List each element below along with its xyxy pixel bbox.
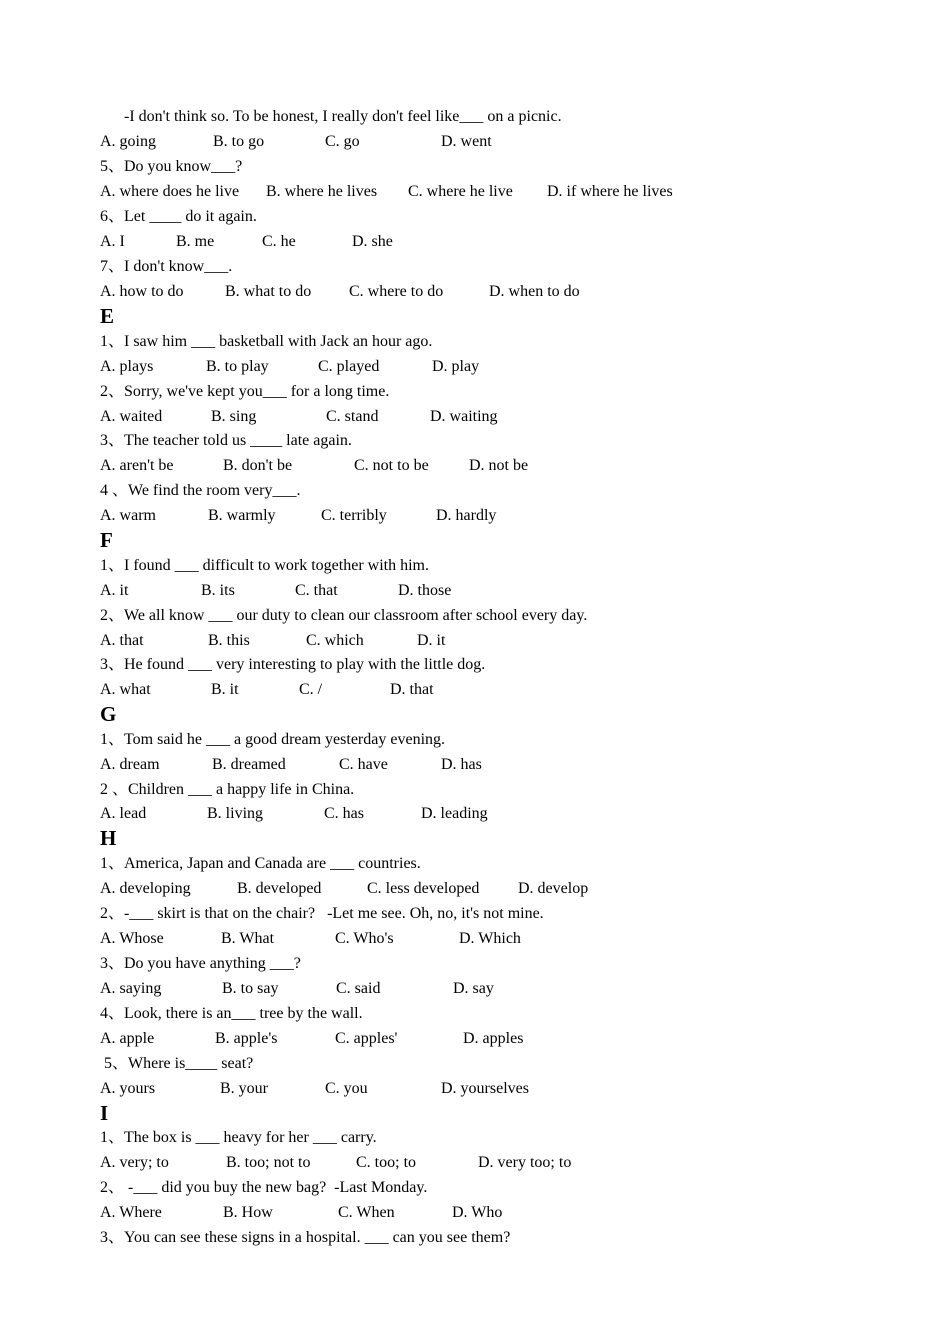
answer-option-a: A. how to do bbox=[100, 283, 184, 300]
answer-option-c: C. not to be bbox=[354, 457, 429, 474]
answer-option-c: C. played bbox=[318, 358, 380, 375]
answer-option-c: C. When bbox=[338, 1204, 395, 1221]
answer-option-d: D. went bbox=[441, 133, 492, 150]
answer-option-b: B. don't be bbox=[223, 457, 293, 474]
answer-option-c: C. he bbox=[262, 233, 296, 250]
question-text: 6、Let ____ do it again. bbox=[100, 208, 257, 225]
answer-option-b: B. apple's bbox=[215, 1030, 278, 1047]
section-heading-f: F bbox=[100, 528, 113, 552]
answer-option-d: D. waiting bbox=[430, 408, 498, 425]
answer-options-row bbox=[0, 453, 950, 478]
answer-options-row bbox=[0, 1076, 950, 1101]
question-text: 2、We all know ___ our duty to clean our classroom after school every day. bbox=[100, 607, 588, 624]
question-text: 1、The box is ___ heavy for her ___ carry. bbox=[100, 1129, 377, 1146]
answer-option-b: B. this bbox=[208, 632, 250, 649]
answer-option-d: D. has bbox=[441, 756, 482, 773]
answer-option-c: C. Who's bbox=[335, 930, 394, 947]
answer-options-row bbox=[0, 404, 950, 429]
question-text: 1、I found ___ difficult to work together with him. bbox=[100, 557, 429, 574]
answer-option-a: A. waited bbox=[100, 408, 163, 425]
section-heading-i: I bbox=[100, 1101, 109, 1125]
answer-option-b: B. sing bbox=[211, 408, 257, 425]
answer-option-a: A. apple bbox=[100, 1030, 155, 1047]
question-text: 1、Tom said he ___ a good dream yesterday evening. bbox=[100, 731, 446, 748]
answer-option-d: D. play bbox=[432, 358, 480, 375]
answer-options-row bbox=[0, 578, 950, 603]
answer-option-d: D. Who bbox=[452, 1204, 503, 1221]
answer-option-b: B. What bbox=[221, 930, 275, 947]
answer-option-a: A. aren't be bbox=[100, 457, 174, 474]
answer-option-a: A. where does he live bbox=[100, 183, 240, 200]
answer-option-a: A. lead bbox=[100, 805, 147, 822]
question-text: 5、Do you know___? bbox=[100, 158, 243, 175]
answer-options-row bbox=[0, 279, 950, 304]
answer-option-a: A. warm bbox=[100, 507, 156, 524]
question-text: 3、The teacher told us ____ late again. bbox=[100, 432, 352, 449]
answer-options-row bbox=[0, 677, 950, 702]
question-text: 4、Look, there is an___ tree by the wall. bbox=[100, 1005, 363, 1022]
answer-options-row bbox=[0, 801, 950, 826]
answer-option-c: C. that bbox=[295, 582, 338, 599]
question-text: 2 、Children ___ a happy life in China. bbox=[100, 781, 355, 798]
answer-option-d: D. not be bbox=[469, 457, 529, 474]
answer-option-c: C. where he live bbox=[408, 183, 513, 200]
answer-option-d: D. when to do bbox=[489, 283, 580, 300]
answer-option-c: C. where to do bbox=[349, 283, 444, 300]
question-text: -I don't think so. To be honest, I really don't feel like___ on a picnic. bbox=[124, 108, 562, 125]
answer-option-c: C. which bbox=[306, 632, 364, 649]
question-text: 2、-___ skirt is that on the chair? -Let me see. Oh, no, it's not mine. bbox=[100, 905, 544, 922]
question-text: 2、Sorry, we've kept you___ for a long time. bbox=[100, 383, 390, 400]
answer-options-row bbox=[0, 1200, 950, 1225]
answer-option-d: D. it bbox=[417, 632, 446, 649]
answer-option-b: B. where he lives bbox=[266, 183, 378, 200]
answer-option-c: C. have bbox=[339, 756, 388, 773]
answer-option-a: A. dream bbox=[100, 756, 160, 773]
answer-option-a: A. I bbox=[100, 233, 125, 250]
answer-options-row bbox=[0, 354, 950, 379]
answer-option-d: D. yourselves bbox=[441, 1080, 529, 1097]
answer-option-a: A. going bbox=[100, 133, 156, 150]
answer-option-a: A. Whose bbox=[100, 930, 164, 947]
answer-options-row bbox=[0, 976, 950, 1001]
answer-option-a: A. it bbox=[100, 582, 129, 599]
answer-option-b: B. to play bbox=[206, 358, 269, 375]
answer-option-c: C. / bbox=[299, 681, 323, 698]
answer-option-b: B. to say bbox=[222, 980, 279, 997]
answer-option-b: B. your bbox=[220, 1080, 268, 1097]
question-text: 2、 -___ did you buy the new bag? -Last Monday. bbox=[100, 1179, 428, 1196]
answer-options-row bbox=[0, 926, 950, 951]
section-heading-h: H bbox=[100, 826, 117, 850]
answer-option-b: B. dreamed bbox=[212, 756, 286, 773]
answer-options-row bbox=[0, 179, 950, 204]
answer-option-d: D. apples bbox=[463, 1030, 524, 1047]
section-heading-g: G bbox=[100, 702, 117, 726]
answer-option-d: D. hardly bbox=[436, 507, 497, 524]
answer-option-b: B. to go bbox=[213, 133, 265, 150]
answer-option-a: A. developing bbox=[100, 880, 191, 897]
answer-option-b: B. its bbox=[201, 582, 235, 599]
answer-option-d: D. Which bbox=[459, 930, 521, 947]
answer-options-row bbox=[0, 1026, 950, 1051]
question-text: 3、Do you have anything ___? bbox=[100, 955, 301, 972]
answer-option-b: B. warmly bbox=[208, 507, 276, 524]
answer-option-c: C. go bbox=[325, 133, 360, 150]
question-text: 4 、We find the room very___. bbox=[100, 482, 301, 499]
question-text: 1、America, Japan and Canada are ___ countries. bbox=[100, 855, 421, 872]
answer-option-b: B. it bbox=[211, 681, 239, 698]
answer-option-d: D. she bbox=[352, 233, 393, 250]
answer-option-b: B. How bbox=[223, 1204, 273, 1221]
question-text: 5、Where is____ seat? bbox=[100, 1055, 254, 1072]
answer-option-a: A. saying bbox=[100, 980, 162, 997]
answer-option-d: D. if where he lives bbox=[547, 183, 673, 200]
answer-option-a: A. yours bbox=[100, 1080, 156, 1097]
answer-option-d: D. develop bbox=[518, 880, 589, 897]
answer-options-row bbox=[0, 129, 950, 154]
answer-option-c: C. too; to bbox=[356, 1154, 417, 1171]
answer-option-c: C. said bbox=[336, 980, 381, 997]
answer-option-c: C. you bbox=[325, 1080, 368, 1097]
answer-option-a: A. plays bbox=[100, 358, 154, 375]
section-heading-e: E bbox=[100, 304, 115, 328]
answer-options-row bbox=[0, 503, 950, 528]
answer-option-c: C. apples' bbox=[335, 1030, 398, 1047]
answer-option-a: A. very; to bbox=[100, 1154, 169, 1171]
answer-option-b: B. developed bbox=[237, 880, 322, 897]
question-text: 3、You can see these signs in a hospital. ___ can you see them? bbox=[100, 1229, 511, 1246]
answer-option-d: D. very too; to bbox=[478, 1154, 572, 1171]
answer-options-row bbox=[0, 229, 950, 254]
answer-options-row bbox=[0, 628, 950, 653]
answer-option-a: A. what bbox=[100, 681, 151, 698]
answer-options-row bbox=[0, 876, 950, 901]
answer-option-c: C. less developed bbox=[367, 880, 480, 897]
question-text: 7、I don't know___. bbox=[100, 258, 233, 275]
answer-option-d: D. leading bbox=[421, 805, 488, 822]
answer-option-b: B. me bbox=[176, 233, 215, 250]
question-text: 1、I saw him ___ basketball with Jack an hour ago. bbox=[100, 333, 433, 350]
answer-option-b: B. living bbox=[207, 805, 264, 822]
answer-option-c: C. terribly bbox=[321, 507, 387, 524]
answer-options-row bbox=[0, 1150, 950, 1175]
answer-option-a: A. Where bbox=[100, 1204, 162, 1221]
answer-option-c: C. has bbox=[324, 805, 364, 822]
answer-option-d: D. that bbox=[390, 681, 434, 698]
answer-option-a: A. that bbox=[100, 632, 144, 649]
answer-option-b: B. too; not to bbox=[226, 1154, 311, 1171]
question-text: 3、He found ___ very interesting to play with the little dog. bbox=[100, 656, 486, 673]
answer-option-c: C. stand bbox=[326, 408, 379, 425]
answer-option-d: D. say bbox=[453, 980, 494, 997]
answer-option-d: D. those bbox=[398, 582, 452, 599]
answer-options-row bbox=[0, 752, 950, 777]
answer-option-b: B. what to do bbox=[225, 283, 312, 300]
